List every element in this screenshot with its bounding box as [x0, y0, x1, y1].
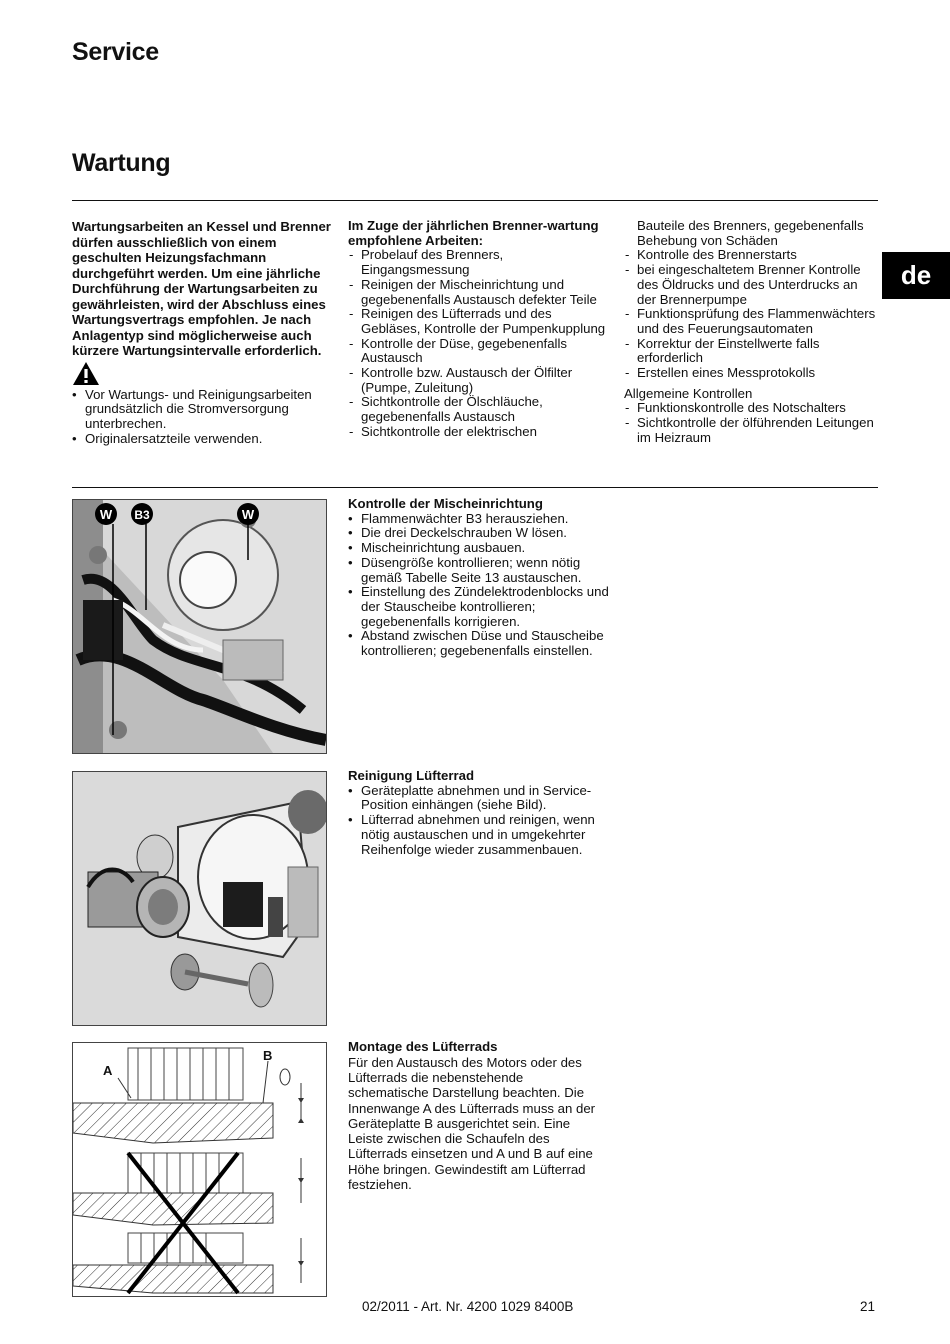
- annual-heading: Im Zuge der jährlichen Brenner-wartung empfohlene Arbeiten:: [348, 218, 599, 248]
- list-item: • Geräteplatte abnehmen und in Service-Position einhängen (siehe Bild).: [348, 784, 610, 813]
- list-item: • Mischeinrichtung ausbauen.: [348, 541, 610, 556]
- list-item: - bei eingeschaltetem Brenner Kontrolle des Öldrucks und des Unterdrucks an der Brennerpumpe: [624, 263, 878, 307]
- page-number: 21: [860, 1299, 876, 1314]
- fan-cleaning-steps: [348, 784, 610, 858]
- list-item: • Einstellung des Zündelektrodenblocks und der Stauscheibe kontrollieren; gegebenenfalls korrigieren.: [348, 585, 610, 629]
- list-item: - Reinigen der Mischeinrichtung und gegebenenfalls Austausch defekter Teile: [348, 278, 606, 307]
- continued-item: Bauteile des Brenners, gegebenenfalls Behebung von Schäden: [637, 218, 864, 248]
- page-header-title: Service: [72, 38, 159, 66]
- mixing-heading: Kontrolle der Mischeinrichtung: [348, 496, 543, 511]
- list-item: • Düsengröße kontrollieren; wenn nötig gemäß Tabelle Seite 13 austauschen.: [348, 556, 610, 585]
- list-item: - Kontrolle bzw. Austausch der Ölfilter (Pumpe, Zuleitung): [348, 366, 606, 395]
- list-item: • Vor Wartungs- und Reinigungsarbeiten grundsätzlich die Stromversorgung unterbrechen.: [72, 388, 334, 432]
- photo-label-w2: W: [241, 507, 255, 522]
- list-item: - Sichtkontrolle der elektrischen: [348, 425, 606, 440]
- fan-cleaning-block: [348, 769, 610, 857]
- list-item: - Sichtkontrolle der Ölschläuche, gegebenenfalls Austausch: [348, 395, 606, 424]
- list-item: - Funktionsprüfung des Flammenwächters und des Feuerungsautomaten: [624, 307, 878, 336]
- list-item: - Reinigen des Lüfterrads und des Gebläses, Kontrolle der Pumpenkupplung: [348, 307, 606, 336]
- section-title: Wartung: [72, 149, 171, 177]
- intro-block: [72, 219, 334, 446]
- annual-work-block: [348, 219, 606, 440]
- fan-mount-block: [348, 1040, 606, 1192]
- list-item: - Probelauf des Brenners, Eingangsmessung: [348, 248, 606, 277]
- fan-wheel-photo: [72, 771, 327, 1026]
- fan-mount-diagram: [72, 1042, 327, 1297]
- list-item: - Funktionskontrolle des Notschalters: [624, 401, 878, 416]
- intro-notice: Wartungsarbeiten an Kessel und Brenner dürfen ausschließlich von einem geschulten Heizungsfachmann durchgeführt werden. Um eine jährliche Durchführung der Wartungsarbeiten zu gewährleisten, wird der Abschluss eines Wartungsvertrags empfohlen. Je nach Anlagentyp sind möglicherweise auch kürzere Wartungsintervalle erforderlich.: [72, 219, 331, 358]
- list-item: • Abstand zwischen Düse und Stauscheibe kontrollieren; gegebenenfalls einstellen.: [348, 629, 610, 658]
- list-item: • Flammenwächter B3 herausziehen.: [348, 512, 610, 527]
- intro-bullets: [72, 388, 334, 447]
- mixing-device-photo: [72, 499, 327, 754]
- general-heading: Allgemeine Kontrollen: [624, 385, 753, 401]
- mixing-block: [348, 497, 610, 659]
- list-item: - Korrektur der Einstellwerte falls erforderlich: [624, 337, 878, 366]
- annual-list: [348, 248, 606, 439]
- annual-list-continued: [624, 248, 878, 380]
- footer-article-number: 02/2011 - Art. Nr. 4200 1029 8400B: [362, 1299, 574, 1314]
- photo-label-w: W: [99, 507, 113, 522]
- mixing-steps: [348, 512, 610, 659]
- list-item: • Originalersatzteile verwenden.: [72, 432, 334, 447]
- list-item: • Lüfterrad abnehmen und reinigen, wenn nötig austauschen und in umgekehrter Reihenfolge wieder zusammenbauen.: [348, 813, 610, 857]
- list-item: • Die drei Deckelschrauben W lösen.: [348, 526, 610, 541]
- list-item: - Kontrolle des Brennerstarts: [624, 248, 878, 263]
- fan-mount-text: Für den Austausch des Motors oder des Lüfterrads die nebenstehende schematische Darstellung beachten. Die Innenwange A des Lüfterrads muss an der Geräteplatte B ausgerichtet sein. Eine Leiste zwischen die Schaufeln des Lüfterrads einsetzen und A und B auf eine Höhe bringen. Gewindestift am Lüfterrad festziehen.: [348, 1054, 596, 1193]
- list-item: - Erstellen eines Messprotokolls: [624, 366, 878, 381]
- list-item: - Kontrolle der Düse, gegebenenfalls Austausch: [348, 337, 606, 366]
- section-divider: [72, 200, 878, 201]
- list-item: - Sichtkontrolle der ölführenden Leitungen im Heizraum: [624, 416, 878, 445]
- section-divider-2: [72, 487, 878, 488]
- fan-mount-heading: Montage des Lüfterrads: [348, 1039, 498, 1054]
- warning-triangle-icon: [72, 361, 334, 387]
- diagram-label-a: A: [103, 1063, 113, 1078]
- general-list: [624, 401, 878, 445]
- photo-label-b3: B3: [134, 508, 150, 522]
- annual-work-continued: [624, 219, 878, 446]
- diagram-label-b: B: [263, 1048, 273, 1063]
- fan-cleaning-heading: Reinigung Lüfterrad: [348, 768, 475, 783]
- language-tab: de: [882, 252, 950, 299]
